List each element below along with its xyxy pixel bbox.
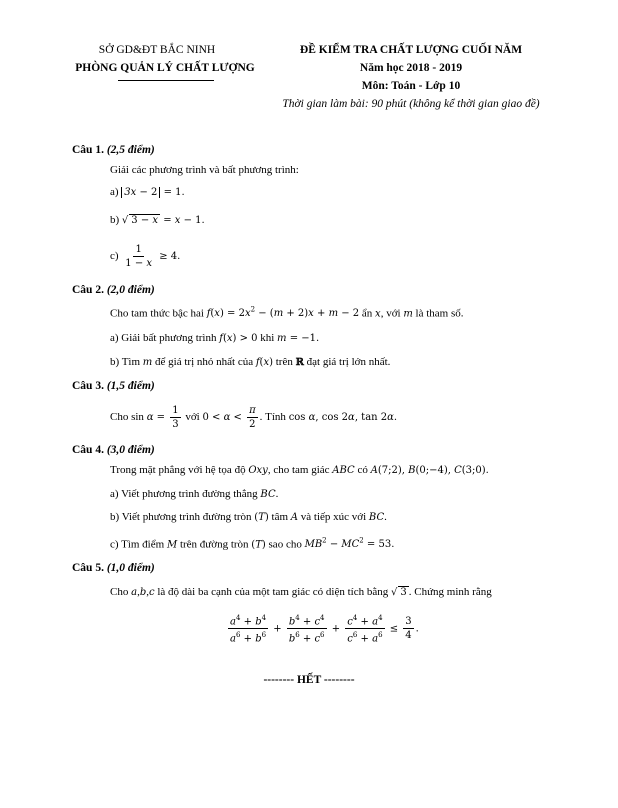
question-4-intro: Trong mặt phẳng với hệ tọa độ Oxy, cho tam giác ABC có A(7;2), B(0;−4), C(3;0). bbox=[110, 464, 489, 476]
question-2-intro: Cho tam thức bậc hai $f(x) = 2x^2 - (m + 2)x + m - 2$ ẩn x, với m là tham số. bbox=[110, 306, 464, 320]
question-4a: a) Viết phương trình đường thẳng BC. bbox=[110, 488, 279, 500]
question-2-label: Câu 2. bbox=[72, 284, 104, 296]
office-underline bbox=[118, 80, 214, 81]
question-1c: c) $\frac{1}{1 - x}$ ≥ 4. bbox=[110, 244, 181, 269]
question-2a: a) Giải bất phương trình f(x) > 0 khi m = −1. bbox=[110, 332, 320, 344]
question-1a: a) 3x − 2 = 1. bbox=[110, 186, 185, 198]
end-marker: -------- HẾT -------- bbox=[263, 674, 355, 686]
question-4-heading bbox=[72, 444, 155, 456]
question-2b: b) Tìm m để giá trị nhỏ nhất của f(x) trên ℝ đạt giá trị lớn nhất. bbox=[110, 356, 391, 368]
question-5-heading bbox=[72, 562, 155, 574]
question-2-heading bbox=[72, 284, 155, 296]
question-1b: b) √ 3 − x = x − 1. bbox=[110, 214, 205, 226]
department-name: SỞ GD&ĐT BẮC NINH bbox=[98, 44, 216, 56]
question-1-heading bbox=[72, 144, 155, 156]
school-year: Năm học 2018 - 2019 bbox=[359, 62, 463, 74]
question-1-intro: Giải các phương trình và bất phương trình: bbox=[110, 164, 299, 176]
question-5-points: (1,0 điểm) bbox=[106, 562, 155, 574]
question-1-points: (2,5 điểm) bbox=[106, 144, 155, 156]
question-4c: c) Tìm điểm M trên đường tròn (T) sao cho $MB^2 - MC^2 = 53$. bbox=[110, 537, 395, 551]
question-3-points: (1,5 điểm) bbox=[106, 380, 155, 392]
question-4-label: Câu 4. bbox=[72, 444, 104, 456]
question-3-label: Câu 3. bbox=[72, 380, 104, 392]
question-1-label: Câu 1. bbox=[72, 144, 104, 156]
question-4b: b) Viết phương trình đường tròn (T) tâm A và tiếp xúc với BC. bbox=[110, 511, 387, 523]
question-5-statement: Cho a,b,c là độ dài ba cạnh của một tam giác có diện tích bằng √ 3 . Chứng minh rằng bbox=[110, 586, 492, 598]
question-5-inequality: $\frac{a^4 + b^4}{a^6 + b^6}$ + $\frac{b^4 + c^4}{b^6 + c^6}$ + $\frac{c^4 + a^4}{c^6 + a^6}$ ≤ $\frac{3}{4}$ . bbox=[230, 614, 419, 645]
question-4-points: (3,0 điểm) bbox=[106, 444, 155, 456]
office-name: PHÒNG QUẢN LÝ CHẤT LƯỢNG bbox=[75, 62, 255, 74]
question-5-label: Câu 5. bbox=[72, 562, 104, 574]
question-2-points: (2,0 điểm) bbox=[106, 284, 155, 296]
question-3-heading bbox=[72, 380, 155, 392]
exam-title: ĐỀ KIỂM TRA CHẤT LƯỢNG CUỐI NĂM bbox=[299, 44, 523, 56]
time-allowed: Thời gian làm bài: 90 phút (không kể thời gian giao đề) bbox=[282, 98, 540, 110]
subject-grade: Môn: Toán - Lớp 10 bbox=[361, 80, 461, 92]
question-3-statement: Cho sin α = $\frac{1}{3}$ với 0 < α < $\frac{\pi}{2}$ . Tính cos α, cos 2α, tan 2α. bbox=[110, 405, 398, 430]
